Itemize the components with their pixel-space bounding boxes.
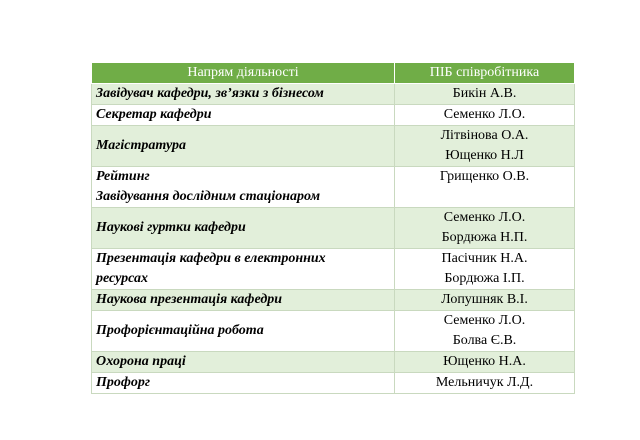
table-row bbox=[92, 208, 575, 249]
activity-area-cell bbox=[92, 126, 395, 167]
activity-area-text: Наукова презентація кафедри bbox=[96, 292, 283, 307]
activity-area-cell bbox=[92, 290, 395, 311]
employee-name-text: Семенко Л.О. bbox=[443, 313, 526, 328]
staff-duties-table bbox=[91, 62, 575, 394]
table-row bbox=[92, 373, 575, 394]
employee-name-cell bbox=[395, 352, 575, 373]
employee-name-cell bbox=[395, 126, 575, 167]
employee-name-text: Мельничук Л.Д. bbox=[435, 375, 534, 390]
employee-name-text: Грищенко О.В. bbox=[439, 169, 530, 184]
employee-name-text: Семенко Л.О. bbox=[443, 210, 526, 225]
activity-area-text: ресурсах bbox=[96, 271, 149, 286]
employee-name-cell bbox=[395, 249, 575, 290]
employee-name-cell bbox=[395, 105, 575, 126]
employee-name-text: Бикін А.В. bbox=[452, 86, 517, 101]
header-activity-area: Напрям діяльності bbox=[92, 63, 395, 84]
table-row bbox=[92, 167, 575, 208]
table-header bbox=[92, 63, 575, 84]
activity-area-cell bbox=[92, 352, 395, 373]
activity-area-text: Рейтинг bbox=[96, 169, 150, 184]
activity-area-cell bbox=[92, 105, 395, 126]
employee-name-text: Лопушняк В.І. bbox=[441, 292, 528, 307]
employee-name-cell bbox=[395, 167, 575, 208]
activity-area-cell bbox=[92, 311, 395, 352]
activity-area-text: Магістратура bbox=[96, 138, 186, 153]
table-row bbox=[92, 311, 575, 352]
table-row bbox=[92, 290, 575, 311]
employee-name-cell bbox=[395, 311, 575, 352]
activity-area-text: Профорг bbox=[96, 375, 151, 390]
table-row bbox=[92, 126, 575, 167]
header-row bbox=[92, 63, 575, 84]
activity-area-cell bbox=[92, 249, 395, 290]
table-row bbox=[92, 105, 575, 126]
activity-area-text: Секретар кафедри bbox=[96, 107, 212, 122]
employee-name-cell bbox=[395, 208, 575, 249]
activity-area-text: Наукові гуртки кафедри bbox=[96, 220, 246, 235]
activity-area-text: Охорона праці bbox=[96, 354, 186, 369]
activity-area-text: Завідування дослідним стаціонаром bbox=[96, 189, 321, 204]
activity-area-cell bbox=[92, 167, 395, 208]
employee-name-text: Пасічник Н.А. bbox=[441, 251, 528, 266]
activity-area-text: Профорієнтаційна робота bbox=[96, 323, 264, 338]
activity-area-text: Завідувач кафедри, зв’язки з бізнесом bbox=[96, 86, 324, 101]
table-row bbox=[92, 249, 575, 290]
table-row bbox=[92, 84, 575, 105]
employee-name-text: Ющенко Н.Л bbox=[445, 148, 524, 163]
activity-area-cell bbox=[92, 208, 395, 249]
employee-name-cell bbox=[395, 290, 575, 311]
employee-name-cell bbox=[395, 84, 575, 105]
employee-name-text: Ющенко Н.А. bbox=[443, 354, 526, 369]
header-employee-name: ПІБ співробітника bbox=[395, 63, 575, 84]
employee-name-text: Літвінова О.А. bbox=[440, 128, 529, 143]
table-body bbox=[92, 84, 575, 394]
employee-name-text: Болва Є.В. bbox=[452, 333, 517, 348]
activity-area-text: Презентація кафедри в електронних bbox=[96, 251, 326, 266]
employee-name-cell bbox=[395, 373, 575, 394]
activity-area-cell bbox=[92, 373, 395, 394]
employee-name-text: Семенко Л.О. bbox=[443, 107, 526, 122]
employee-name-text: Бордюжа І.П. bbox=[444, 271, 525, 286]
activity-area-cell bbox=[92, 84, 395, 105]
table-row bbox=[92, 352, 575, 373]
employee-name-text: Бордюжа Н.П. bbox=[441, 230, 528, 245]
